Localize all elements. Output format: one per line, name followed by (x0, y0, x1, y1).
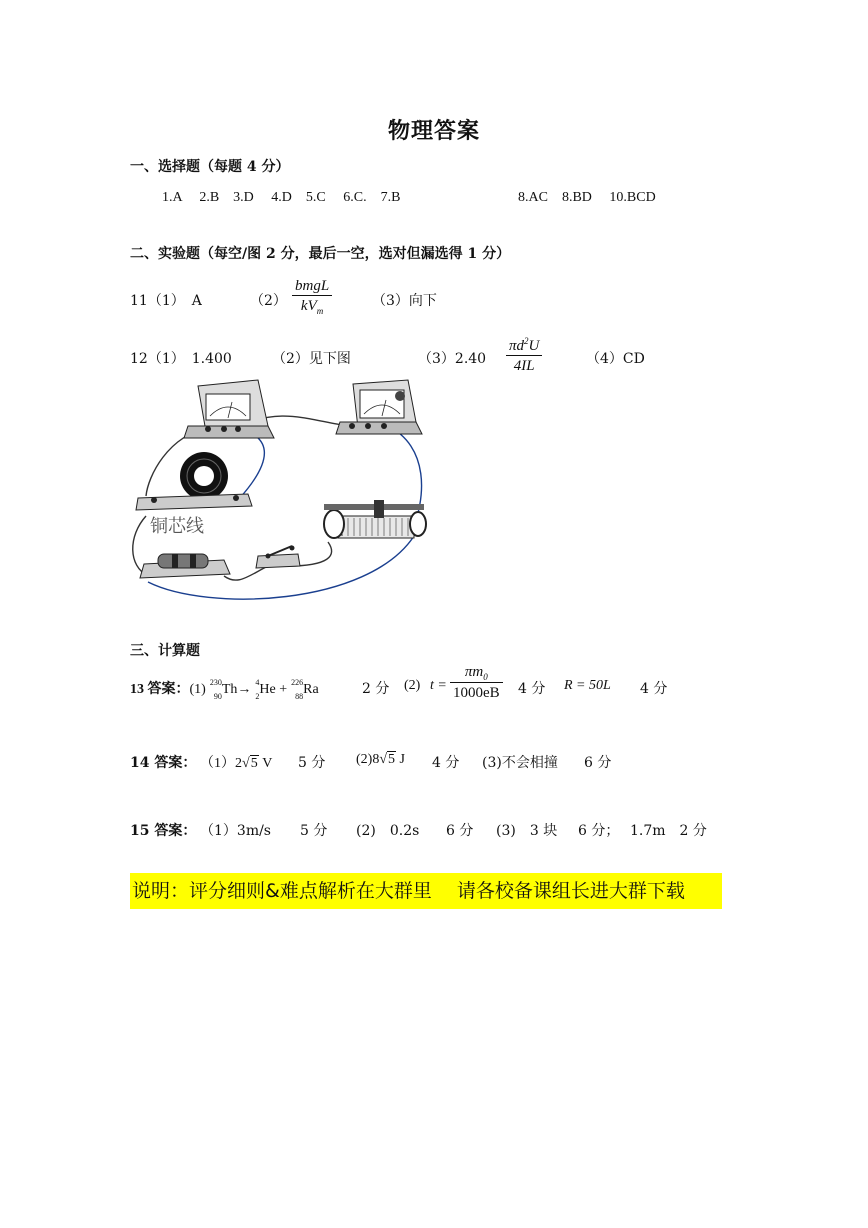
q13-score1: 2 分 (362, 681, 390, 697)
q15-part4: 1.7m 2 分 (630, 823, 707, 839)
thorium-symbol: Th (221, 682, 238, 697)
circuit-diagram (128, 376, 438, 608)
q11-part1: 11（1） A (130, 293, 202, 309)
page-title: 物理答案 (387, 118, 480, 144)
q12-formula-numerator: $\pi d^2U$ (509, 336, 540, 354)
radium-nuclide: 226 88 (291, 677, 304, 701)
wire-2 (238, 428, 264, 500)
q12-formula (506, 336, 542, 375)
voltmeter (336, 380, 422, 434)
helium-symbol: He + (259, 682, 288, 697)
q14-score3: 6 分 (584, 755, 612, 771)
section1-heading: 一、选择题（每题 4 分） (130, 159, 290, 175)
q13-score3: 4 分 (640, 681, 668, 697)
q15-score3: 6 分； (578, 823, 620, 839)
thorium-nuclide: 230 90 (209, 677, 222, 701)
q11-formula-denominator: $kV_m$ (292, 295, 332, 316)
download-note: 说明：评分细则&难点解析在大群里 请各校备课组长进大群下载 (130, 873, 722, 909)
q11-part2-label: （2） (250, 293, 287, 309)
q15-score2: 6 分 (446, 823, 474, 839)
radium-symbol: Ra (303, 682, 319, 697)
q12-part1: 12（1） 1.400 (130, 351, 232, 367)
q14-score1: 5 分 (298, 755, 326, 771)
section3-heading: 三、计算题 (130, 643, 200, 659)
decay-arrow: → (237, 682, 252, 697)
q12-part3-label: （3）2.40 (418, 351, 487, 367)
q14-part2: (2)8√5 J (356, 752, 405, 767)
q13-formula-numerator: $\pi m_0$ (464, 664, 488, 682)
q12-part4: （4）CD (586, 351, 645, 367)
q13-line (130, 678, 319, 701)
ammeter-1 (184, 380, 274, 438)
q13-part2-prefix: (2) (404, 678, 421, 693)
q15-score1: 5 分 (300, 823, 328, 839)
choice-answers-8-10: 8.AC 8.BD 10.BCD (518, 190, 656, 205)
q12-part2: （2）见下图 (272, 351, 351, 367)
section2-heading: 二、实验题（每空/图 2 分，最后一空，选对但漏选得 1 分） (130, 246, 511, 262)
q14-part3: (3)不会相撞 (482, 755, 558, 771)
q14-label: 14 答案： (130, 755, 197, 771)
q15-part2: (2) 0.2s (356, 823, 420, 839)
q11-formula-numerator: bmgL (295, 278, 330, 294)
rheostat (324, 500, 426, 538)
q15-part3: (3) 3 块 (496, 823, 558, 839)
q13-t-equals: t = (430, 678, 447, 693)
q13-formula (450, 664, 503, 702)
switch (256, 546, 300, 569)
coil-label: 铜芯线 (150, 516, 204, 537)
q14-part1: （1）2√5 V (200, 756, 273, 771)
q13-score2: 4 分 (518, 681, 546, 697)
q14-score2: 4 分 (432, 755, 460, 771)
q13-formula-denominator: 1000eB (450, 682, 503, 702)
q11-formula (292, 278, 332, 316)
q12-formula-denominator: 4IL (506, 355, 542, 375)
q15-part1: （1）3m/s (200, 823, 271, 839)
q13-label: 13 答案： (130, 682, 190, 697)
helium-nuclide: 4 2 (255, 677, 260, 701)
battery-pack (140, 554, 230, 578)
q11-part3: （3）向下 (372, 293, 437, 309)
q13-part1-prefix: (1) (189, 682, 206, 697)
q15-label: 15 答案： (130, 823, 197, 839)
copper-wire-coil (136, 452, 252, 510)
q13-r-equals: R = 50L (564, 678, 611, 693)
choice-answers-1-7: 1.A 2.B 3.D 4.D 5.C 6.C. 7.B (162, 190, 401, 205)
